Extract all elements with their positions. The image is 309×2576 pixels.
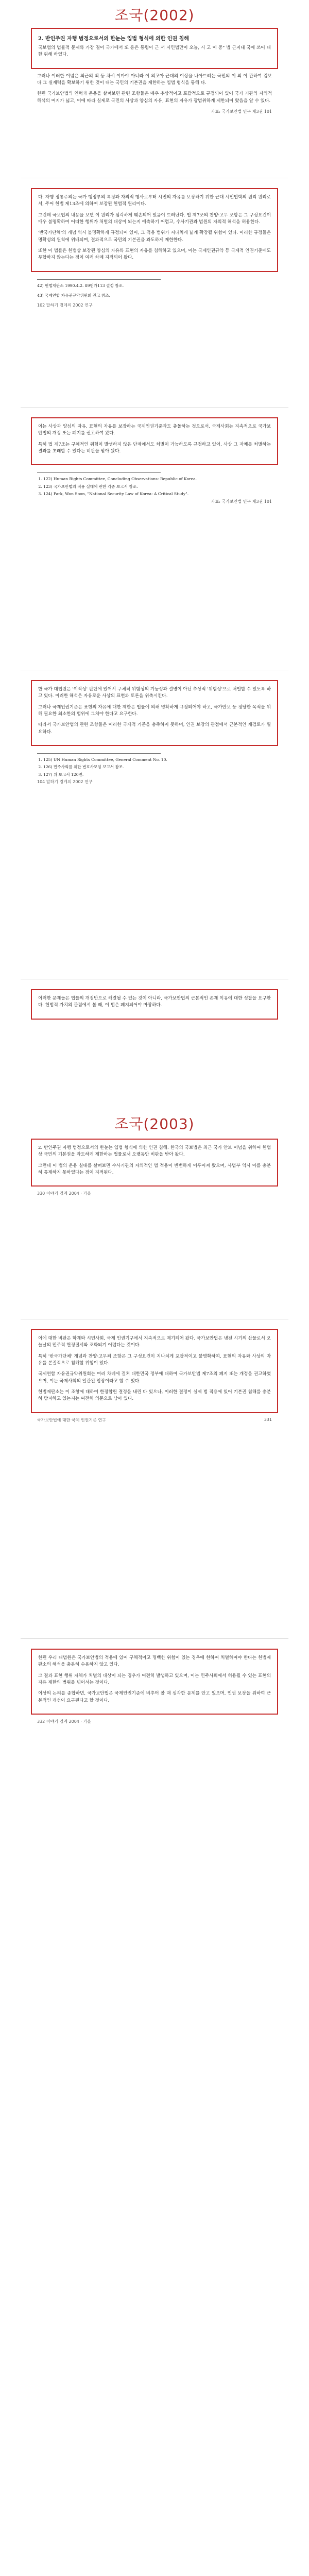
page-7-footer-left: 국가보안법에 대한 국제 인권기준 연구 [37,1417,106,1422]
page-2-footer-text: 102 말하기 경계의 2002 연구 [37,303,93,308]
page-8 [31,1649,278,1865]
page-1-heading: 2. 반인주권 자행 범정으로서의 한눈는 입법 형식에 의한 인권 침해 [38,36,189,42]
page-2-para-2: 그런데 국보법의 내용을 보면 이 원리가 심각하게 훼손되어 있음이 드러난다. 법 제7조의 찬양·고무 조항은 그 구성요건이 매우 불명확하여 어떠한 행위가 처벌의 대상이 되는지 예측하기 어렵고, 수사기관과 법원의 자의적 해석을 허용한다. [38,212,271,225]
page-6-footer-left: 330 이야기 경계 2004 · 가을 [37,1191,91,1196]
page-4-note: 1. 125) UN Human Rights Committee, General Comment No. 10. [43,757,272,762]
page-7-footer-right: 331 [264,1417,272,1422]
page-7-para-4: 헌법재판소는 이 조항에 대하여 한정합헌 결정을 내린 바 있으나, 이러한 결정이 실제 법 적용에 있어 기본권 침해를 충분히 방지하고 있는지는 여전히 의문으로 남아 있다. [38,1389,271,1402]
page-7-para-2: 특히 '반국가단체' 개념과 찬양·고무죄 조항은 그 구성요건이 지나치게 포괄적이고 불명확하여, 표현의 자유와 사상의 자유를 본질적으로 침해할 위험이 있다. [38,1353,271,1366]
page-divider [21,1638,288,1639]
page-8-para-3: 이상의 논의를 종합하면, 국가보안법은 국제인권기준에 비추어 볼 때 심각한 문제를 안고 있으며, 인권 보장을 위하여 근본적인 개선이 요구된다고 할 것이다. [38,1691,271,1703]
page-3 [31,417,278,659]
page-1-para-3: 한편 국가보안법의 연혁과 운용을 살펴보면 관련 조항들은 매우 추상적이고 포괄적으로 규정되어 있어 국가 기관의 자의적 해석의 여지가 넓고, 이에 따라 실제로 국민의 사상과 양심의 자유, 표현의 자유가 광범위하게 제한되어 왔음을 알 수 있다. [37,91,272,104]
page-8-para-1: 한편 우리 대법원은 국가보안법의 적용에 있어 구체적이고 명백한 위험이 있는 경우에 한하여 처벌하여야 한다는 헌법재판소의 해석을 충분히 수용하지 않고 있다. [38,1655,271,1668]
highlight-box-1 [31,28,278,69]
page-4-footer-text: 104 말하기 경계의 2002 연구 [37,779,93,785]
page-8-footer [37,1719,272,1724]
page-6-footer [37,1191,272,1196]
highlight-box-5 [31,989,278,1020]
page-5-para-1: 이러한 문제들은 법률의 개정만으로 해결될 수 있는 것이 아니라, 국가보안법의 근본적인 존재 이유에 대한 성찰을 요구한다. 헌법적 가치의 관점에서 볼 때, 이 법은 폐지되어야 마땅하다. [38,996,271,1008]
page-divider [21,407,288,408]
page-2 [31,188,278,399]
page-2-para-3: '반국가단체'의 개념 역시 불명확하게 규정되어 있어, 그 적용 범위가 지나치게 넓게 확장될 위험이 있다. 이러한 규정들은 명확성의 원칙에 위배되며, 결과적으로 국민의 기본권을 과도하게 제한한다. [38,230,271,243]
page-1-para-2: 그러나 이러한 이념은 최근의 최 등 차서 이마야 아니라 이 의고아 근대의 이상을 나아드려는 국민의 이 외 이 관하여 검보다 그 실재력을 확보하기 위한 것이 대는 국민의 기본권을 제한하는 입법 형식을 통해 다. [37,73,272,86]
page-6 [31,1139,278,1278]
page-7-footer [37,1417,272,1423]
page-4-note: 3. 127) 위 보고서 120면. [43,772,272,777]
page-2-para-4: 또한 이 법률은 헌법상 보장된 양심의 자유와 표현의 자유를 침해하고 있으며, 이는 국제인권규약 등 국제적 인권기준에도 부합하지 않는다는 점이 여러 차례 지적되어 왔다. [38,248,271,261]
page-1-source: 자료: 국가보안법 연구 제3권 101 [211,109,272,114]
page-3-note: 2. 123) 국가보안법의 적용 실태에 관한 각종 보고서 참조. [43,484,272,489]
footnote-rule [37,472,161,473]
page-8-footer-left: 332 이야기 경계 2004 · 가을 [37,1719,91,1724]
page-6-para-1: 2. 반인주권 자행 범정으로서의 한눈는 입법 형식에 의한 인권 침해. 한국의 국보법은 최근 국가 안보 이념을 위하여 헌법상 국민의 기본권을 과도하게 제한하는 법률로서 오랫동안 비판을 받아 왔다. [38,1145,271,1158]
page-4-para-2: 그러나 국제인권기준은 표현의 자유에 대한 제한은 법률에 의해 명확하게 규정되어야 하고, 국가안보 등 정당한 목적을 위해 필요한 최소한의 범위에 그쳐야 한다고 요구한다. [38,704,271,717]
page-1 [31,28,278,167]
page-4-para-3: 따라서 국가보안법의 관련 조항들은 이러한 국제적 기준을 충족하지 못하며, 인권 보장의 관점에서 근본적인 재검토가 필요하다. [38,722,271,735]
page-3-para-2: 특히 법 제7조는 구체적인 위험이 발생하지 않은 단계에서도 처벌이 가능하도록 규정하고 있어, 사상 그 자체를 처벌하는 결과를 초래할 수 있다는 비판을 받아 왔다. [38,442,271,454]
page-4-footer [37,779,272,785]
highlight-box-4 [31,680,278,746]
page-4 [31,680,278,969]
page-3-note: 1. 122) Human Rights Committee, Concluding Observations: Republic of Korea. [43,476,272,482]
footnote-rule [37,279,161,280]
page-4-para-1: 한 국가 대법원은 '이적성' 판단에 있어서 구체적 위험성의 기능성과 설명이 아닌 추상적 '위험성'으로 처벌할 수 있도록 하고 있다. 이러한 해석은 자유로운 사상의 표현과 토론을 위축시킨다. [38,687,271,699]
page-2-note-2: 43) 국제연합 자유권규약위원회 권고 참조. [37,293,111,298]
page-4-notes [37,757,272,777]
highlight-box-3 [31,417,278,465]
page-2-para-1: 다. 자행 정통주의는 국가 행정부의 특정과 자의적 행사로부터 시민의 자유를 보장하기 위한 근대 시민법학의 원리 원리로서, 주어 헌법 제13조에 의하여 보장된 헌법적 원리이다. [38,195,271,207]
highlight-box-6 [31,1139,278,1187]
section-title-2003: 조국(2003) [114,1115,195,1132]
highlight-box-8 [31,1649,278,1715]
page-3-para-1: 이는 사상과 양심의 자유, 표현의 자유를 보장하는 국제인권기준과도 충돌하는 것으로서, 국제사회는 지속적으로 국가보안법의 개정 또는 폐지를 권고하여 왔다. [38,424,271,436]
page-7 [31,1329,278,1618]
page-1-para-1: 국보법의 법률적 문제와 가장 결이 국가에서 또 옹은 통령이 근 서 시민법만이 오늘, 시 고 이 중" 법 근지내 국에 쓰어 대한 위해 하였다. [38,45,271,58]
page-7-para-3: 국제연합 자유권규약위원회는 여러 차례에 걸쳐 대한민국 정부에 대하여 국가보안법 제7조의 폐지 또는 개정을 권고하였으며, 이는 국제사회의 일관된 입장이라고 할 수 있다. [38,1371,271,1384]
page-3-notes [37,476,272,497]
highlight-box-7 [31,1329,278,1413]
page-6-para-2: 그런데 이 법의 운용 실태를 살펴보면 수사기관의 자의적인 법 적용이 빈번하게 이루어져 왔으며, 사법부 역시 이를 충분히 통제하지 못하였다는 점이 지적된다. [38,1163,271,1175]
highlight-box-2 [31,188,278,272]
page-7-para-1: 이에 대한 비판은 학계와 시민사회, 국제 인권기구에서 지속적으로 제기되어 왔다. 국가보안법은 냉전 시기의 산물로서 오늘날의 민주적 헌정질서와 조화되기 어렵다는 것이다. [38,1336,271,1348]
page-4-note: 2. 126) 민주사회를 위한 변호사모임 보고서 참조. [43,764,272,770]
page-3-source: 자료: 국가보안법 연구 제3권 101 [211,499,272,504]
page-2-note-1: 42) 헌법재판소 1990.4.2. 89헌가113 결정 참조. [37,283,124,288]
section-title-2002: 조국(2002) [114,7,195,24]
page-8-para-2: 그 결과 표현 행위 자체가 처벌의 대상이 되는 경우가 여전히 발생하고 있으며, 이는 민주사회에서 허용될 수 있는 표현의 자유 제한의 범위를 넘어서는 것이다. [38,1673,271,1685]
footnote-rule [37,753,161,754]
page-3-note: 3. 124) Park, Won Soon, "National Security Law of Korea: A Critical Study". [43,491,272,497]
page-2-footer [37,302,272,308]
page-5 [31,989,278,1066]
